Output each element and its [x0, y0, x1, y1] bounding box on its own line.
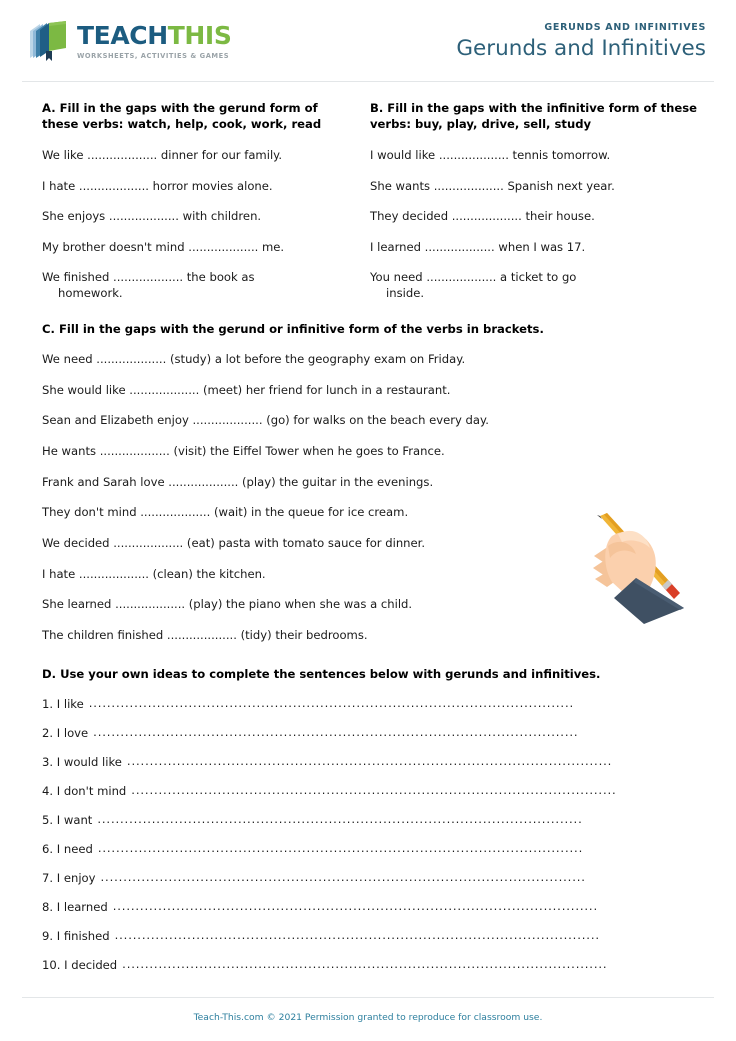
item-text: He wants ................... (visit) the Eiffel Tower when he goes to France.	[42, 444, 445, 459]
header-divider	[22, 81, 714, 82]
page-title: Gerunds and Infinitives	[456, 36, 706, 62]
item-text: I hate ................... horror movies alone.	[42, 178, 273, 193]
item-label: 8. I learned	[42, 900, 108, 915]
header-kicker: GERUNDS AND INFINITIVES	[544, 21, 706, 33]
exercise-b-item-2	[370, 179, 698, 195]
logo-word-teach: TEACH	[77, 20, 168, 50]
item-text: She enjoys ................... with children.	[42, 209, 262, 224]
exercise-a-b-columns	[42, 100, 698, 302]
page-header	[0, 0, 736, 82]
logo-tagline: WORKSHEETS, ACTIVITIES & GAMES	[77, 51, 230, 60]
exercise-b-heading: B. Fill in the gaps with the infinitive form of these verbs: buy, play, drive, sell, study	[370, 101, 698, 132]
item-text: Frank and Sarah love ................... (play) the guitar in the evenings.	[42, 474, 434, 489]
item-text-wrap: homework.	[58, 286, 123, 301]
exercise-a-item-3	[42, 209, 356, 225]
exercise-c-item-3	[42, 413, 698, 429]
exercise-c-item-4	[42, 444, 698, 460]
item-text: We need ................... (study) a lot before the geography exam on Friday.	[42, 352, 466, 367]
answer-dotted-line[interactable]: ...........................................................................................................	[114, 928, 600, 943]
item-label: 4. I don't mind	[42, 784, 127, 799]
brand-wordmark	[77, 20, 232, 60]
exercise-b-item-4	[370, 240, 698, 256]
item-label: 10. I decided	[42, 958, 118, 973]
item-text: I hate ................... (clean) the kitchen.	[42, 566, 266, 581]
exercise-a-item-5	[42, 270, 356, 301]
answer-dotted-line[interactable]: ...........................................................................................................	[97, 841, 584, 856]
item-label: 6. I need	[42, 842, 93, 857]
header-title-block	[456, 19, 706, 63]
exercise-a-item-2	[42, 179, 356, 195]
exercise-c-heading: C. Fill in the gaps with the gerund or infinitive form of the verbs in brackets.	[42, 321, 544, 336]
item-text-wrap: inside.	[386, 286, 425, 301]
item-text: You need ................... a ticket to go	[370, 270, 577, 285]
exercise-d-item-4	[42, 784, 698, 798]
open-book-icon	[28, 18, 70, 64]
item-text: We decided ................... (eat) pasta with tomato sauce for dinner.	[42, 536, 426, 551]
exercise-d-heading: D. Use your own ideas to complete the sentences below with gerunds and infinitives.	[42, 666, 601, 681]
item-text: They don't mind ................... (wait) in the queue for ice cream.	[42, 505, 409, 520]
exercise-b-item-5	[370, 270, 698, 301]
item-text: Sean and Elizabeth enjoy ................... (go) for walks on the beach every day.	[42, 413, 489, 428]
item-label: 5. I want	[42, 813, 93, 828]
item-text: She learned ................... (play) the piano when she was a child.	[42, 597, 413, 612]
item-text: We like ................... dinner for our family.	[42, 147, 283, 162]
exercise-a-item-1	[42, 148, 356, 164]
item-text: I would like ................... tennis tomorrow.	[370, 147, 611, 162]
exercise-a-heading: A. Fill in the gaps with the gerund form of these verbs: watch, help, cook, work, read	[42, 101, 322, 132]
answer-dotted-line[interactable]: ...........................................................................................................	[131, 783, 617, 798]
logo-word-this: THIS	[167, 20, 232, 50]
exercise-d	[42, 666, 698, 972]
item-label: 2. I love	[42, 726, 89, 741]
exercise-c-item-10	[42, 628, 698, 644]
exercise-c-item-1	[42, 352, 698, 368]
exercise-a	[42, 100, 370, 302]
answer-dotted-line[interactable]: ...........................................................................................................	[100, 870, 586, 885]
answer-dotted-line[interactable]: ...........................................................................................................	[126, 754, 613, 769]
exercise-d-item-10	[42, 958, 698, 972]
item-label: 9. I finished	[42, 929, 110, 944]
exercise-b-item-3	[370, 209, 698, 225]
exercise-d-item-2	[42, 726, 698, 740]
item-text: The children finished ................... (tidy) their bedrooms.	[42, 627, 368, 642]
brand-logo[interactable]	[28, 18, 231, 64]
footer-copyright: Teach-This.com © 2021 Permission granted to reproduce for classroom use.	[193, 1012, 543, 1023]
exercise-c-item-5	[42, 475, 698, 491]
answer-dotted-line[interactable]: ...........................................................................................................	[112, 899, 598, 914]
exercise-d-item-3	[42, 755, 698, 769]
answer-dotted-line[interactable]: ...........................................................................................................	[88, 696, 575, 711]
item-text: I learned ................... when I was 17.	[370, 239, 586, 254]
exercise-d-item-6	[42, 842, 698, 856]
item-text: She would like ................... (meet) her friend for lunch in a restaurant.	[42, 382, 451, 397]
exercise-d-item-8	[42, 900, 698, 914]
item-text: My brother doesn't mind ................... me.	[42, 239, 285, 254]
footer-divider	[22, 997, 714, 998]
exercise-b	[370, 100, 698, 302]
item-label: 7. I enjoy	[42, 871, 96, 886]
exercise-c-item-2	[42, 383, 698, 399]
item-text: They decided ................... their house.	[370, 209, 595, 224]
item-text: We finished ................... the book as	[42, 270, 255, 285]
exercise-b-item-1	[370, 148, 698, 164]
item-label: 1. I like	[42, 697, 84, 712]
answer-dotted-line[interactable]: ...........................................................................................................	[97, 812, 583, 827]
exercise-d-item-9	[42, 929, 698, 943]
answer-dotted-line[interactable]: ...........................................................................................................	[122, 957, 608, 972]
exercise-d-item-7	[42, 871, 698, 885]
item-label: 3. I would like	[42, 755, 122, 770]
exercise-a-item-4	[42, 240, 356, 256]
answer-dotted-line[interactable]: ...........................................................................................................	[93, 725, 579, 740]
exercise-d-item-5	[42, 813, 698, 827]
item-text: She wants ................... Spanish next year.	[370, 178, 615, 193]
exercise-d-item-1	[42, 697, 698, 711]
hand-holding-pencil-illustration	[592, 512, 698, 624]
